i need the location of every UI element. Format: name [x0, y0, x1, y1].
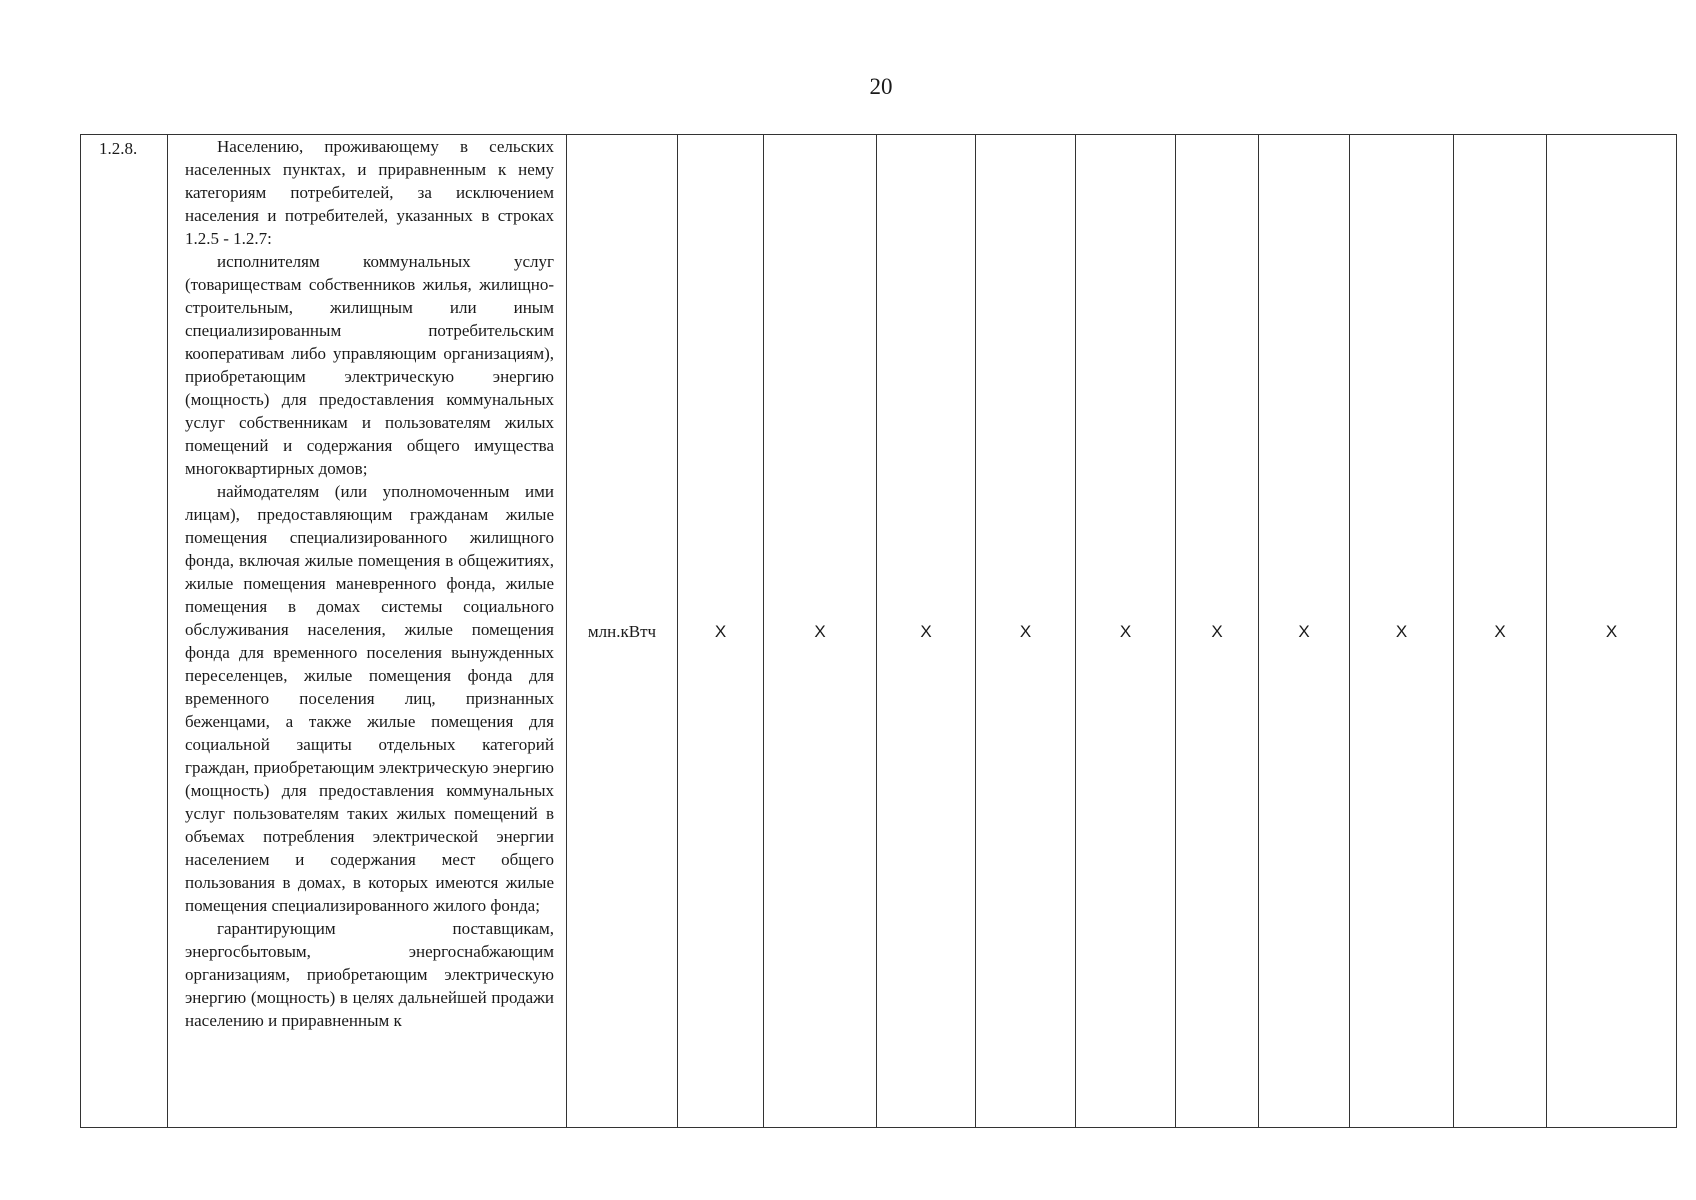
value-cell: X: [1076, 135, 1176, 1128]
description-paragraph: Населению, проживающему в сельских населенных пунктах, и приравненным к нему категориям потребителей, за исключением населения и потребителей, указанных в строках 1.2.5 - 1.2.7:: [185, 137, 554, 248]
description-paragraph: наймодателям (или уполномоченным ими лицам), предоставляющим гражданам жилые помещения специализированного жилищного фонда, включая жилые помещения в общежитиях, жилые помещения маневренного фонда, жилые помещения в домах системы социального обслуживания населения, жилые помещения фонда для временного поселения вынужденных переселенцев, жилые помещения фонда для временного поселения лиц, признанных беженцами, а также жилые помещения для социальной защиты отдельных категорий граждан, приобретающим электрическую энергию (мощность) для предоставления коммунальных услуг пользователям таких жилых помещений в объемах потребления электрической энергии населением и содержания мест общего пользования в домах, в которых имеются жилые помещения специализированного жилого фонда;: [185, 482, 554, 915]
data-table: [80, 134, 1677, 1128]
table-row: [81, 135, 1677, 1128]
value-cell: X: [1259, 135, 1350, 1128]
value-cell: X: [1454, 135, 1547, 1128]
value-cell: X: [764, 135, 877, 1128]
value-cell: X: [678, 135, 764, 1128]
value-cell: X: [1350, 135, 1454, 1128]
value-cell: X: [976, 135, 1076, 1128]
page-number: 20: [869, 74, 893, 99]
value-cell: X: [877, 135, 976, 1128]
unit-cell: млн.кВтч: [567, 135, 678, 1128]
description-paragraph: гарантирующим поставщикам, энергосбытовым, энергоснабжающим организациям, приобретающим электрическую энергию (мощность) в целях дальнейшей продажи населению и приравненным к: [185, 919, 554, 1030]
description-paragraph: исполнителям коммунальных услуг (товариществам собственников жилья, жилищно-строительным, жилищным или иным специализированным потребительским кооперативам либо управляющим организациям), приобретающим электрическую энергию (мощность) для предоставления коммунальных услуг собственникам и пользователям жилых помещений и содержания общего имущества многоквартирных домов;: [185, 252, 554, 478]
row-code: 1.2.8.: [81, 135, 168, 1128]
value-cell: X: [1176, 135, 1259, 1128]
row-description: [168, 135, 567, 1128]
value-cell: X: [1547, 135, 1677, 1128]
